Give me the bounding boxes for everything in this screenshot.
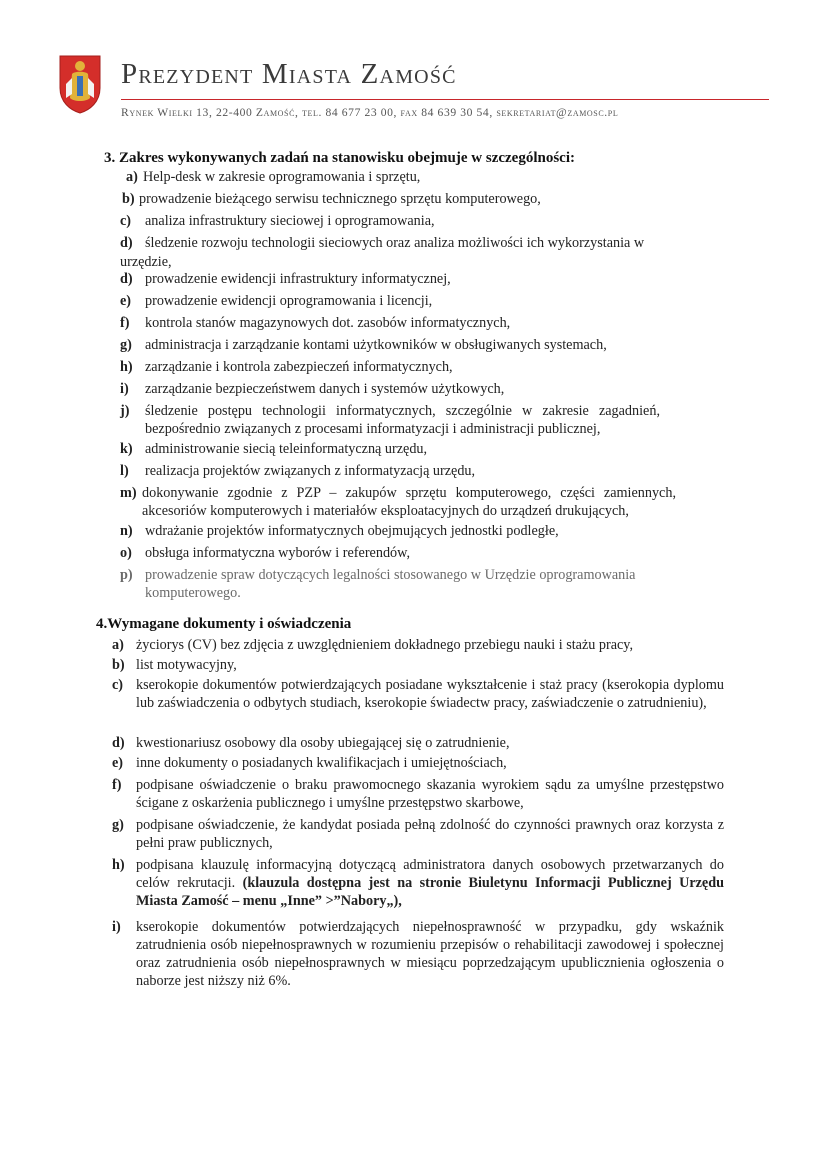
letterhead-address: Rynek Wielki 13, 22-400 Zamość, tel. 84 677 23 00, fax 84 639 30 54, sekretariat@zamosc.pl [121,106,619,119]
list-item: d) kwestionariusz osobowy dla osoby ubiegającej się o zatrudnienie, [112,735,510,751]
list-item: f) podpisane oświadczenie o braku prawomocnego skazania wyrokiem sądu za umyślne przestępstwo ścigane z oskarżenia publicznego i umyślne przestępstwo skarbowe, [112,777,724,811]
list-item: a) życiorys (CV) bez zdjęcia z uwzględnieniem dokładnego przebiegu nauki i stażu pracy, [112,637,634,653]
list-item: c) kserokopie dokumentów potwierdzających posiadane wykształcenie i staż pracy (kserokopia dyplomu lub zaświadczenia o odbytych studiach, kserokopie świadectw pracy, zaświadczenie o zatrudnieniu), [112,677,724,711]
city-coat-of-arms [58,54,102,114]
letterhead-divider [121,99,769,100]
section-4-title: 4.Wymagane dokumenty i oświadczenia [96,616,352,632]
list-item: d) prowadzenie ewidencji infrastruktury informatycznej, [120,271,451,287]
list-item: p) prowadzenie spraw dotyczących legalności stosowanego w Urzędzie oprogramowania komputerowego. [120,567,636,601]
list-item: h) podpisana klauzulę informacyjną dotyczącą administratora danych osobowych przetwarzanych do celów rekrutacji. (klauzula dostępna jest na stronie Biuletynu Informacji Publicznej Urzędu Miasta Zamość – menu „Inne” >”Nabory„), [112,857,725,909]
list-item: g) administracja i zarządzanie kontami użytkowników w obsługiwanych systemach, [120,337,607,353]
list-item: i) kserokopie dokumentów potwierdzających niepełnosprawność w przypadku, gdy wskaźnik zatrudnienia osób niepełnosprawnych w rozumieniu przepisów o rehabilitacji zawodowej i społecznej oraz zatrudnienia osób niepełnosprawnych w miesiącu poprzedzającym upublicznienia ogłoszenia o naborze jest niższy niż 6%. [112,919,724,989]
section-3-title: 3. Zakres wykonywanych zadań na stanowisku obejmuje w szczególności: [104,150,576,166]
list-item: n) wdrażanie projektów informatycznych obejmujących jednostki podległe, [120,523,559,539]
list-item: g) podpisane oświadczenie, że kandydat posiada pełną zdolność do czynności prawnych oraz korzysta z pełni praw publicznych, [112,817,724,851]
letterhead-title: Prezydent Miasta Zamość [121,58,457,90]
list-item: j) śledzenie postępu technologii informatycznych, szczególnie w zakresie zagadnień, bezpośrednio związanych z procesami informatyzacji i administracji publicznej, [120,403,660,437]
list-item: o) obsługa informatyczna wyborów i referendów, [120,545,411,561]
list-item: e) prowadzenie ewidencji oprogramowania i licencji, [120,293,433,309]
list-item: h) zarządzanie i kontrola zabezpieczeń informatycznych, [120,359,453,375]
list-item: f) kontrola stanów magazynowych dot. zasobów informatycznych, [120,315,511,331]
list-item: b) list motywacyjny, [112,657,237,673]
list-item: k) administrowanie siecią teleinformatyczną urzędu, [120,441,428,457]
list-item: e) inne dokumenty o posiadanych kwalifikacjach i umiejętnościach, [112,755,507,771]
list-item: c) analiza infrastruktury sieciowej i oprogramowania, [120,213,435,229]
list-item: b) prowadzenie bieżącego serwisu technicznego sprzętu komputerowego, [122,191,541,207]
list-item: a) Help-desk w zakresie oprogramowania i sprzętu, [126,169,421,185]
list-item: d) śledzenie rozwoju technologii sieciowych oraz analiza możliwości ich wykorzystania w urzędzie, [120,235,645,270]
list-item: i) zarządzanie bezpieczeństwem danych i systemów użytkowych, [120,381,505,397]
list-item: m) dokonywanie zgodnie z PZP – zakupów sprzętu komputerowego, części zamiennych, akcesoriów komputerowych i materiałów eksploatacyjnych do urządzeń drukujących, [120,485,676,519]
list-item: l) realizacja projektów związanych z informatyzacją urzędu, [120,463,476,479]
